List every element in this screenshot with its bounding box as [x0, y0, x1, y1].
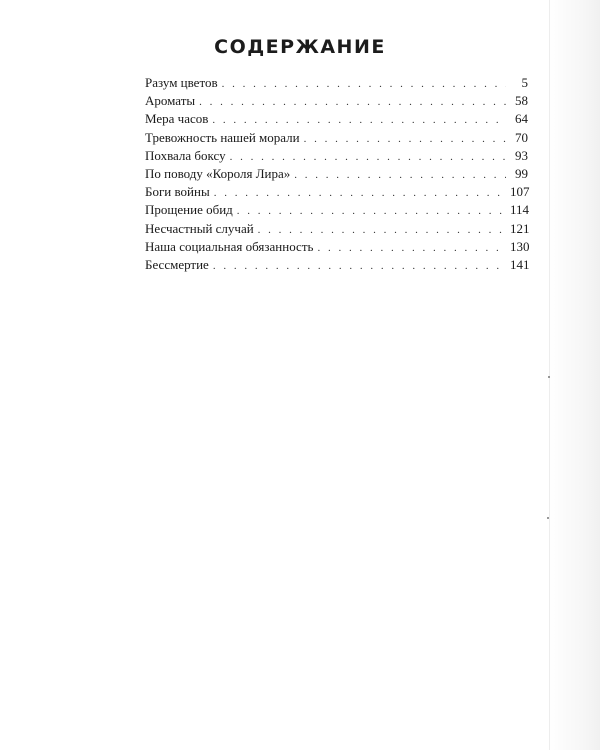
toc-dot-leader [214, 187, 506, 199]
scan-speck [547, 517, 549, 519]
toc-entry-page: 70 [515, 129, 528, 145]
toc-entry-page: 121 [510, 220, 530, 236]
toc-entry-page: 99 [515, 165, 528, 181]
toc-entry-title: Ароматы [145, 93, 196, 109]
toc-entry-title: Несчастный случай [145, 220, 254, 236]
toc-entry-title: Бессмертие [145, 256, 209, 272]
toc-entry [145, 111, 528, 129]
page-title: СОДЕРЖАНИЕ [214, 36, 386, 58]
toc-entry [145, 239, 528, 257]
toc-entry-page: 93 [515, 147, 528, 163]
toc-dot-leader [199, 96, 506, 108]
toc-entry-page: 114 [510, 202, 530, 218]
toc-entry [145, 93, 528, 111]
toc-entry-title: Мера часов [145, 111, 209, 127]
toc-entry-title: Похвала боксу [145, 147, 226, 163]
scan-speck [548, 376, 550, 378]
toc-dot-leader [230, 151, 506, 163]
toc-entry-page: 141 [510, 256, 530, 272]
page-edge-line [549, 0, 550, 750]
page-edge-shadow [548, 0, 600, 750]
toc-entry-title: Наша социальная обязанность [145, 238, 314, 254]
toc-dot-leader [258, 224, 506, 236]
toc-entry-title: Боги войны [145, 184, 210, 200]
toc-entry [145, 184, 528, 202]
toc-entry-title: Прощение обид [145, 202, 233, 218]
toc-entry-title: Разум цветов [145, 75, 218, 90]
toc-dot-leader [222, 78, 506, 90]
toc-entry-page: 130 [510, 238, 530, 254]
toc-entry-page: 5 [521, 75, 528, 90]
toc-entry [145, 202, 528, 220]
toc-entry [145, 130, 528, 148]
table-of-contents [145, 75, 528, 275]
toc-entry [145, 166, 528, 184]
toc-entry [145, 148, 528, 166]
toc-dot-leader [304, 133, 506, 145]
toc-entry [145, 75, 528, 93]
toc-dot-leader [294, 169, 506, 181]
toc-entry [145, 221, 528, 239]
toc-entry-title: Тревожность нашей морали [145, 129, 300, 145]
toc-entry-page: 58 [515, 93, 528, 109]
toc-entry-page: 107 [510, 184, 530, 200]
toc-entry-title: По поводу «Короля Лира» [145, 165, 291, 181]
toc-entry-page: 64 [515, 111, 528, 127]
toc-dot-leader [237, 205, 506, 217]
toc-dot-leader [212, 114, 506, 126]
toc-entry [145, 257, 528, 275]
toc-dot-leader [317, 242, 506, 254]
toc-dot-leader [213, 260, 506, 272]
